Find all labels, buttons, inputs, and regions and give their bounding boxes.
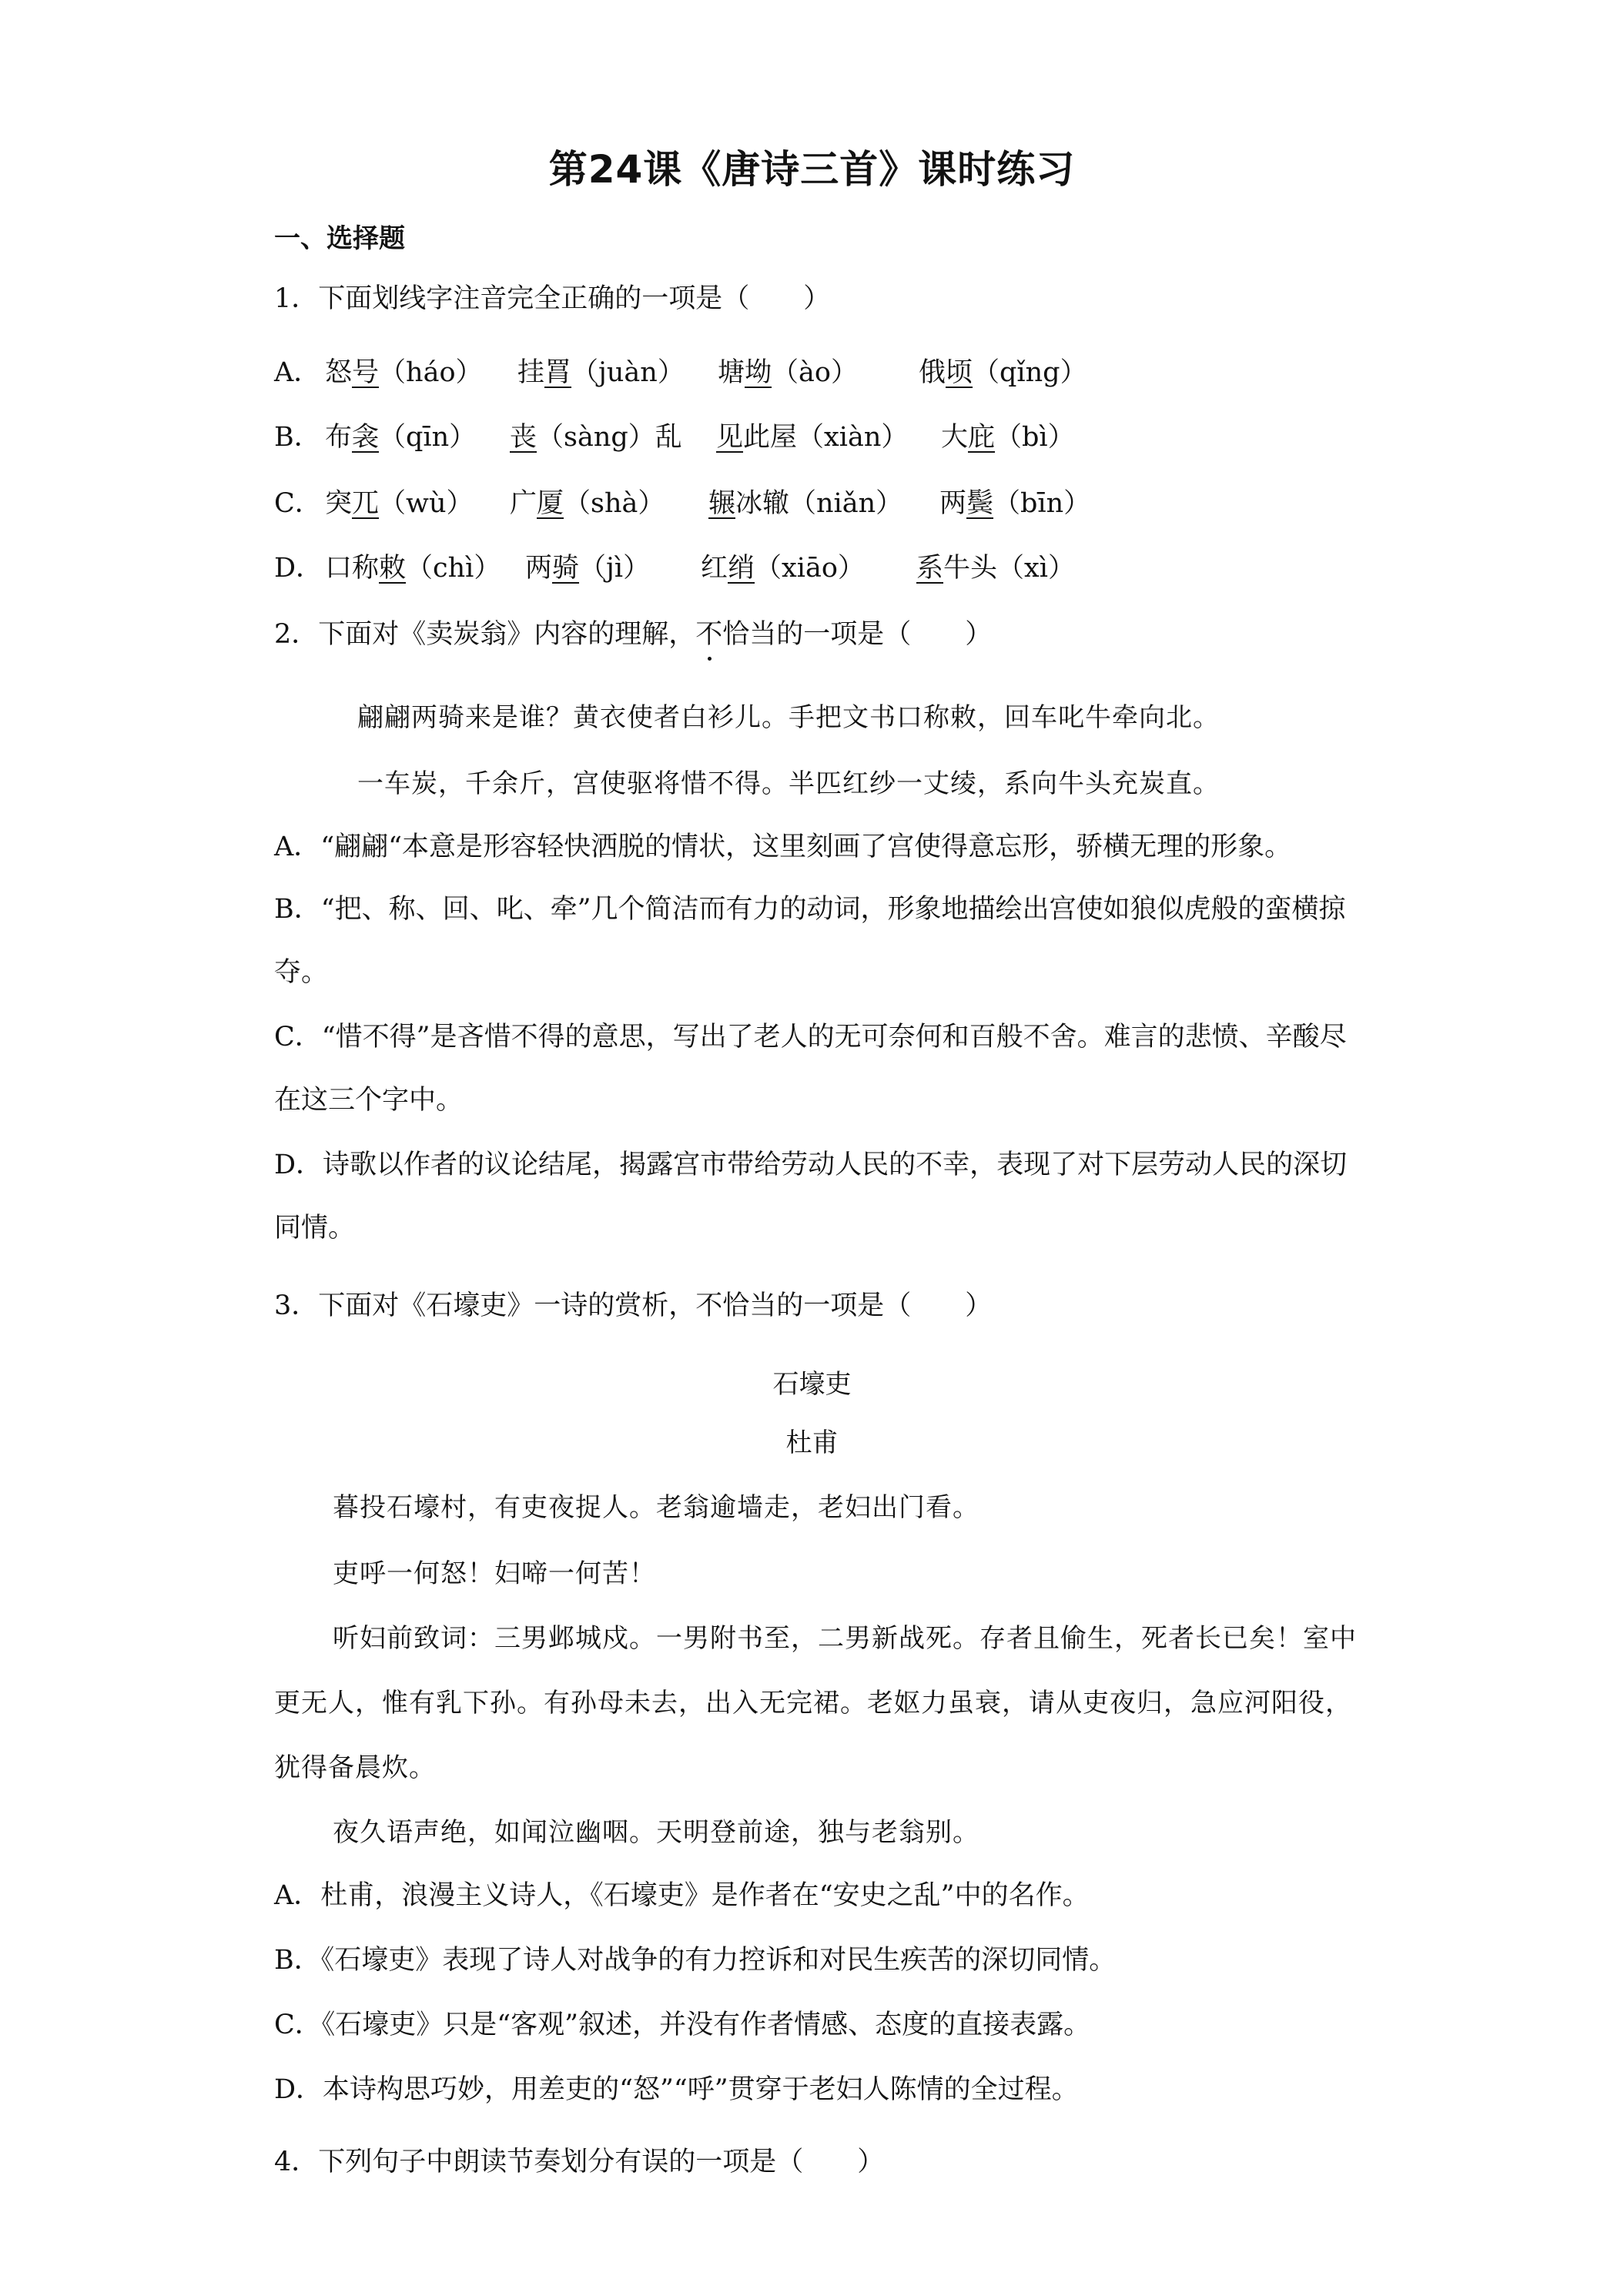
poem-line-1: 暮投石壕村，有吏夜捉人。老翁逾墙走，老妇出门看。 xyxy=(333,1492,979,1523)
q3-option-c: C．《石壕吏》只是“客观”叙述，并没有作者情感、态度的直接表露。 xyxy=(274,2010,1091,2040)
q1-option-c-item-3: 辗冰辙（niǎn） xyxy=(708,488,903,519)
q2-option-a: A．“翩翩“本意是形容轻快洒脱的情状，这里刻画了宫使得意忘形，骄横无理的形象。 xyxy=(274,832,1292,862)
q2-option-b: B．“把、称、回、叱、牵”几个简洁而有力的动词，形象地描绘出宫使如狼似虎般的蛮横掠夺。 xyxy=(274,894,1346,988)
q1-option-b-item-1: 布衾（qīn） xyxy=(325,422,477,453)
q1-option-a-item-2: 挂罥（juàn） xyxy=(517,357,685,388)
q1-option-a-item-3: 塘坳（ào） xyxy=(718,357,858,388)
poem-line-2: 吏呼一何怒！妇啼一何苦！ xyxy=(333,1558,656,1589)
q1-option-d-label: D． xyxy=(274,553,323,584)
q2-option-d: D．诗歌以作者的议论结尾，揭露宫市带给劳动人民的不幸，表现了对下层劳动人民的深切同情。 xyxy=(274,1150,1348,1243)
q1-option-c-item-1: 突兀（wù） xyxy=(325,488,474,519)
q1-option-b-item-4: 大庇（bì） xyxy=(941,422,1075,453)
q3-option-a: A．杜甫，浪漫主义诗人，《石壕吏》是作者在“安史之乱”中的名作。 xyxy=(274,1880,1090,1911)
q1-option-d-item-3: 红绡（xiāo） xyxy=(701,553,865,584)
q1-option-c-item-4: 两鬓（bīn） xyxy=(939,488,1091,519)
q1-option-b-label: B． xyxy=(274,422,321,453)
q2-poem-line-1: 翩翩两骑来是谁？黄衣使者白衫儿。手把文书口称敕，回车叱牛牵向北。 xyxy=(357,702,1220,733)
q1-option-b-item-2: 丧（sàng）乱 xyxy=(510,422,682,453)
q1-option-d-item-4: 系牛头（xì） xyxy=(916,553,1075,584)
q1-option-a-label: A． xyxy=(274,357,321,388)
q2-poem-line-2: 一车炭，千余斤，宫使驱将惜不得。半匹红纱一丈绫，系向牛头充炭直。 xyxy=(357,768,1220,799)
poem-line-3: 听妇前致词：三男邺城戍。一男附书至，二男新战死。存者且偷生，死者长已矣！室中更无人，惟有乳下孙。有孙母未去，出入无完裙。老妪力虽衰，请从吏夜归，急应河阳役，犹得备晨炊。 xyxy=(274,1623,1357,1783)
poem-title: 石壕吏 xyxy=(772,1369,852,1400)
question-4-stem: 4．下列句子中朗读节奏划分有误的一项是（ ） xyxy=(274,2147,885,2177)
emphasis-dot: 不 xyxy=(695,613,722,651)
q1-option-d-item-2: 两骑（jì） xyxy=(525,553,651,584)
q1-option-a-item-4: 俄顷（qǐng） xyxy=(919,357,1087,388)
q3-option-b: B．《石壕吏》表现了诗人对战争的有力控诉和对民生疾苦的深切同情。 xyxy=(274,1945,1117,1976)
q1-option-c-item-2: 广厦（shà） xyxy=(510,488,665,519)
q3-option-d: D．本诗构思巧妙，用差吏的“怒”“呼”贯穿于老妇人陈情的全过程。 xyxy=(274,2074,1079,2105)
section-heading: 一、选择题 xyxy=(274,223,405,254)
q1-option-a-item-1: 怒号（háo） xyxy=(325,357,483,388)
question-1-stem: 1．下面划线字注音完全正确的一项是（ ） xyxy=(274,283,831,314)
poem-author: 杜甫 xyxy=(785,1427,839,1458)
poem-line-4: 夜久语声绝，如闻泣幽咽。天明登前途，独与老翁别。 xyxy=(333,1817,979,1848)
page-title: 第24课《唐诗三首》课时练习 xyxy=(548,147,1076,192)
q1-option-b-item-3: 见此屋（xiàn） xyxy=(716,422,909,453)
q1-option-c-label: C． xyxy=(274,488,322,519)
question-3-stem: 3．下面对《石壕吏》一诗的赏析，不恰当的一项是（ ） xyxy=(274,1290,993,1321)
q1-option-d-item-1: 口称敕（chì） xyxy=(325,553,501,584)
q2-option-c: C．“惜不得”是吝惜不得的意思，写出了老人的无可奈何和百般不舍。难言的悲愤、辛酸尽在这三个字中。 xyxy=(274,1022,1347,1116)
question-2-stem: 2．下面对《卖炭翁》内容的理解，不恰当的一项是（ ） xyxy=(274,613,992,651)
